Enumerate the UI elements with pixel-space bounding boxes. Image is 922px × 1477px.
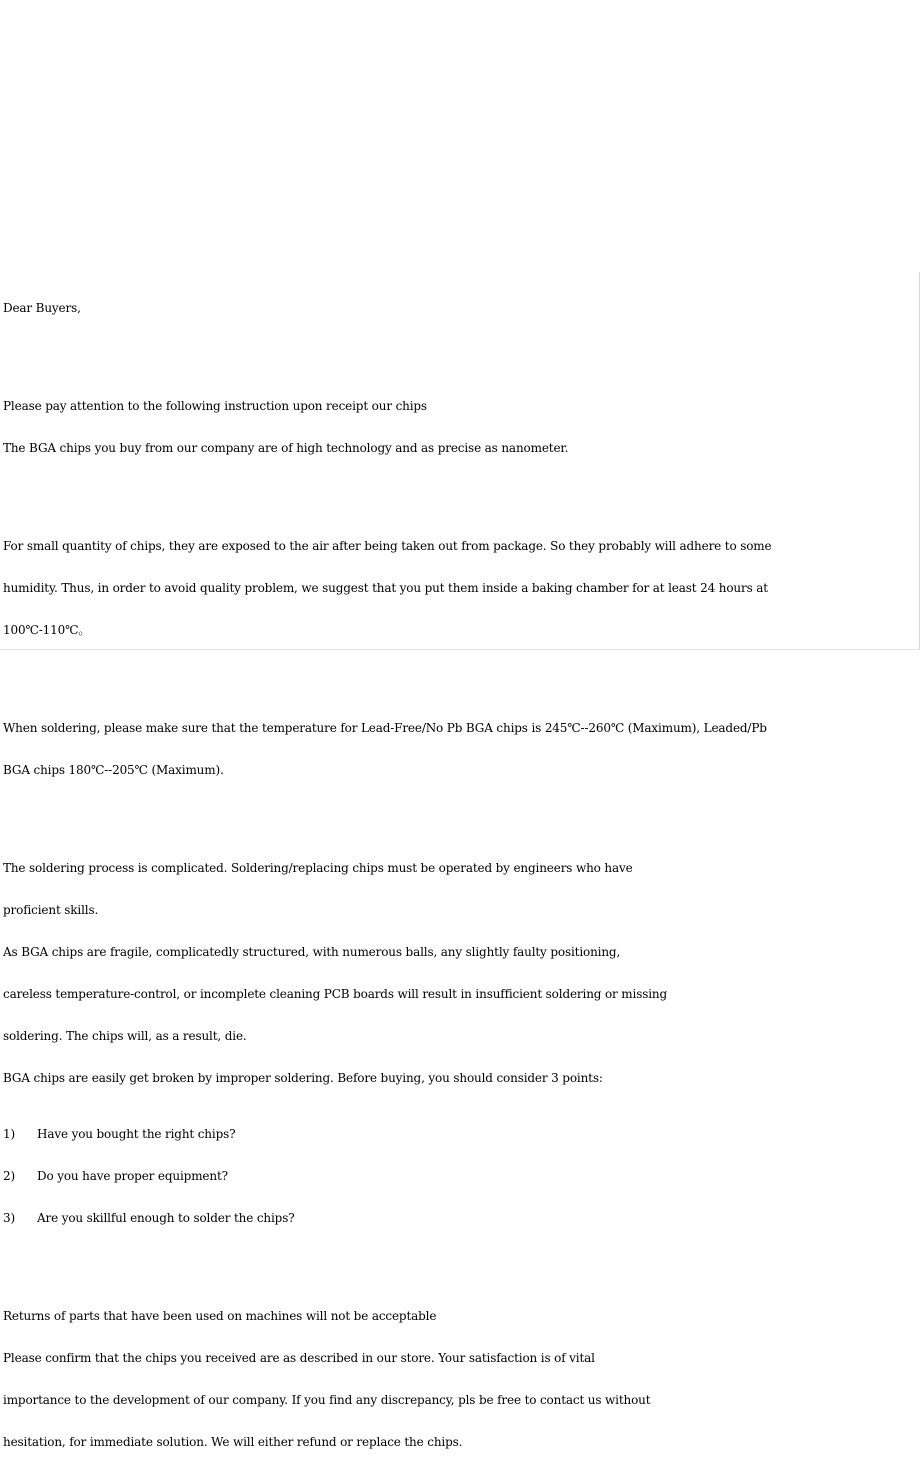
spacer bbox=[3, 665, 771, 679]
spacer bbox=[3, 343, 771, 357]
paragraph-line: BGA chips are easily get broken by improper soldering. Before buying, you should consider 3 points: bbox=[3, 1071, 603, 1085]
paragraph-line: humidity. Thus, in order to avoid quality problem, we suggest that you put them inside a baking chamber for at least 24 hours at bbox=[3, 581, 768, 595]
paragraph-line: The BGA chips you buy from our company are of high technology and as precise as nanometer. bbox=[3, 441, 569, 455]
paragraph-line: When soldering, please make sure that the temperature for Lead-Free/No Pb BGA chips is 245℃--260℃ (Maximum), Leaded/Pb bbox=[3, 721, 767, 735]
list-item-number: 1) bbox=[3, 1127, 16, 1141]
paragraph-line: 100℃-110℃。 bbox=[3, 623, 91, 637]
spacer bbox=[3, 483, 771, 497]
paragraph-line: Please pay attention to the following instruction upon receipt our chips bbox=[3, 399, 427, 413]
list-item-text: Do you have proper equipment? bbox=[37, 1169, 228, 1183]
paragraph-line: As BGA chips are fragile, complicatedly structured, with numerous balls, any slightly faulty positioning, bbox=[3, 945, 621, 959]
list-item bbox=[3, 1169, 771, 1183]
list-item bbox=[3, 1127, 771, 1141]
paragraph-line: BGA chips 180℃--205℃ (Maximum). bbox=[3, 763, 224, 777]
paragraph-line: proficient skills. bbox=[3, 903, 99, 917]
spacer bbox=[3, 1253, 771, 1267]
paragraph-line: hesitation, for immediate solution. We will either refund or replace the chips. bbox=[3, 1435, 463, 1449]
spacer bbox=[3, 805, 771, 819]
list-item-text: Are you skillful enough to solder the chips? bbox=[37, 1211, 295, 1225]
paragraph-line: The soldering process is complicated. Soldering/replacing chips must be operated by engineers who have bbox=[3, 861, 633, 875]
salutation: Dear Buyers, bbox=[3, 301, 81, 315]
list-item-text: Have you bought the right chips? bbox=[37, 1127, 236, 1141]
list-item bbox=[3, 1211, 771, 1225]
paragraph-line: For small quantity of chips, they are exposed to the air after being taken out from package. So they probably will adhere to some bbox=[3, 539, 772, 553]
list-item-number: 3) bbox=[3, 1211, 16, 1225]
notice-document bbox=[0, 272, 920, 1449]
paragraph-line: soldering. The chips will, as a result, die. bbox=[3, 1029, 247, 1043]
paragraph-line: Returns of parts that have been used on machines will not be acceptable bbox=[3, 1309, 437, 1323]
paragraph-line: careless temperature-control, or incomplete cleaning PCB boards will result in insufficient soldering or missing bbox=[3, 987, 668, 1001]
paragraph-line: Please confirm that the chips you received are as described in our store. Your satisfaction is of vital bbox=[3, 1351, 595, 1365]
notice-text bbox=[3, 273, 771, 1477]
list-item-number: 2) bbox=[3, 1169, 16, 1183]
paragraph-line: importance to the development of our company. If you find any discrepancy, pls be free to contact us without bbox=[3, 1393, 651, 1407]
